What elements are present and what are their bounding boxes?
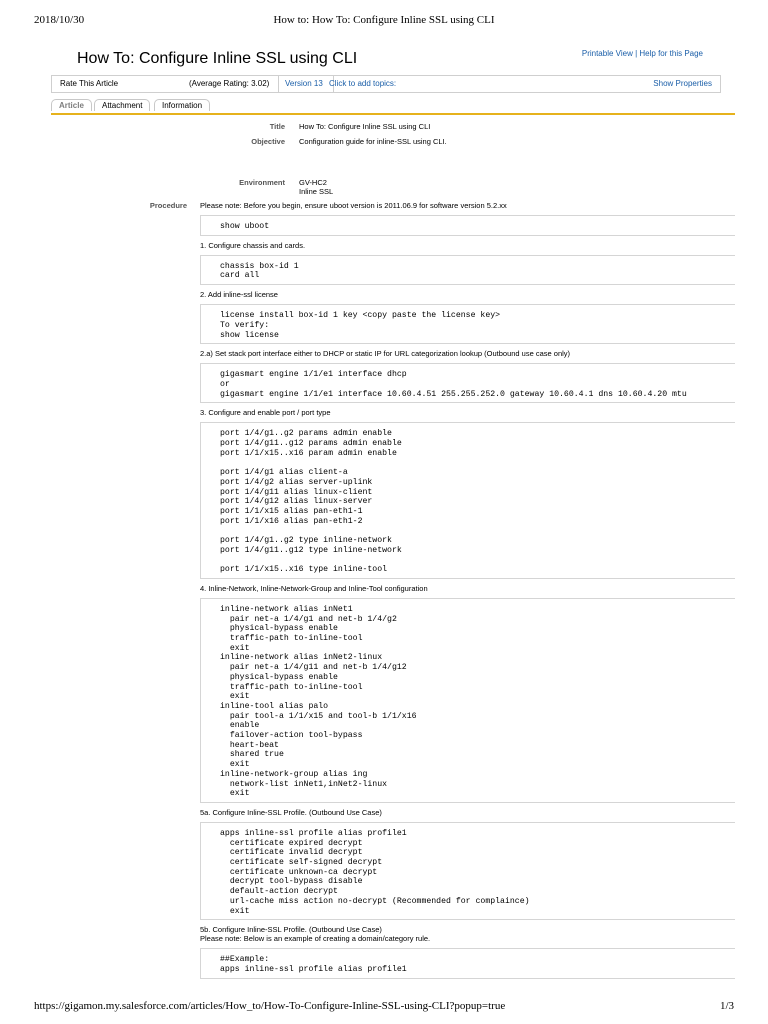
print-url: https://gigamon.my.salesforce.com/articles/How_to/How-To-Configure-Inline-SSL-using-CLI?popup=true	[34, 1000, 506, 1012]
code-block: show uboot	[200, 215, 735, 236]
step-1-heading: 1. Configure chassis and cards.	[200, 240, 306, 250]
tab-information[interactable]: Information	[154, 99, 210, 111]
printable-view-link[interactable]: Printable View	[581, 49, 633, 58]
print-header	[34, 14, 734, 30]
code-block: inline-network alias inNet1 pair net-a 1/4/g1 and net-b 1/4/g2 physical-bypass enable traffic-path to-inline-tool exit inline-network alias inNet2-linux pair net-a 1/4/g11 and net-b 1/4/g12 physical-bypass enable traffic-path to-inline-tool exit inline-tool alias palo pair tool-a 1/1/x15 and tool-b 1/1/x16 enable failover-action tool-bypass heart-beat shared true exit inline-network-group alias ing network-list inNet1,inNet2-linux exit	[200, 598, 735, 803]
add-topics-link[interactable]: Click to add topics:	[329, 79, 397, 88]
rating-bar	[51, 75, 721, 93]
title-value: How To: Configure Inline SSL using CLI	[299, 122, 431, 131]
average-rating: (Average Rating: 3.02)	[189, 79, 270, 88]
procedure-label: Procedure	[149, 201, 187, 210]
objective-label: Objective	[251, 137, 285, 146]
print-footer	[34, 1000, 734, 1016]
environment-value-2: Inline SSL	[299, 187, 334, 196]
title-label: Title	[269, 122, 285, 131]
rate-article-label: Rate This Article	[60, 79, 119, 88]
step-3-heading: 3. Configure and enable port / port type	[200, 408, 331, 418]
page-title: How To: Configure Inline SSL using CLI	[77, 50, 358, 67]
code-block: license install box-id 1 key <copy paste the license key> To verify: show license	[200, 304, 735, 344]
environment-label: Environment	[239, 178, 285, 187]
code-block: chassis box-id 1 card all	[200, 255, 735, 285]
tab-article[interactable]: Article	[51, 99, 92, 111]
environment-value-1: GV-HC2	[299, 178, 327, 187]
show-properties-link[interactable]: Show Properties	[653, 79, 712, 88]
print-doc-title: How to: How To: Configure Inline SSL using CLI	[273, 14, 495, 26]
help-link[interactable]: Help for this Page	[639, 49, 703, 58]
step-5b-note: Please note: Below is an example of creating a domain/category rule.	[200, 934, 431, 944]
print-date: 2018/10/30	[34, 14, 85, 26]
code-block: apps inline-ssl profile alias profile1 certificate expired decrypt certificate invalid decrypt certificate self-signed decrypt certificate unknown-ca decrypt decrypt tool-bypass disable default-action decrypt url-cache miss action no-decrypt (Recommended for complaince) exit	[200, 822, 735, 920]
procedure-content	[200, 201, 735, 984]
version-link[interactable]: Version 13	[278, 76, 334, 92]
tab-attachment[interactable]: Attachment	[94, 99, 150, 111]
top-links	[582, 49, 703, 58]
code-block: gigasmart engine 1/1/e1 interface dhcp or gigasmart engine 1/1/e1 interface 10.60.4.51 255.255.252.0 gateway 10.60.4.1 dns 10.60.4.20 mtu	[200, 363, 735, 403]
step-5b-heading: 5b. Configure Inline-SSL Profile. (Outbound Use Case)	[200, 925, 382, 935]
tab-underline	[51, 113, 735, 115]
procedure-note: Please note: Before you begin, ensure uboot version is 2011.06.9 for software version 5.2.xx	[200, 201, 507, 210]
step-2-heading: 2. Add inline-ssl license	[200, 290, 278, 300]
link-separator: |	[635, 49, 638, 58]
code-block: port 1/4/g1..g2 params admin enable port 1/4/g11..g12 params admin enable port 1/1/x15..x16 param admin enable port 1/4/g1 alias client-a port 1/4/g2 alias server-uplink port 1/4/g11 alias linux-client port 1/4/g12 alias linux-server port 1/1/x15 alias pan-eth1-1 port 1/1/x16 alias pan-eth1-2 port 1/4/g1..g2 type inline-network port 1/4/g11..g12 type inline-network port 1/1/x15..x16 type inline-tool	[200, 422, 735, 579]
objective-value: Configuration guide for inline-SSL using CLI.	[299, 137, 447, 146]
step-4-heading: 4. Inline-Network, Inline-Network-Group and Inline-Tool configuration	[200, 583, 428, 593]
step-2a-heading: 2.a) Set stack port interface either to DHCP or static IP for URL categorization lookup (Outbound use case only)	[200, 349, 571, 359]
code-block: ##Example: apps inline-ssl profile alias profile1	[200, 948, 735, 978]
print-page-number: 1/3	[719, 1000, 734, 1012]
step-5a-heading: 5a. Configure Inline-SSL Profile. (Outbound Use Case)	[200, 807, 382, 817]
